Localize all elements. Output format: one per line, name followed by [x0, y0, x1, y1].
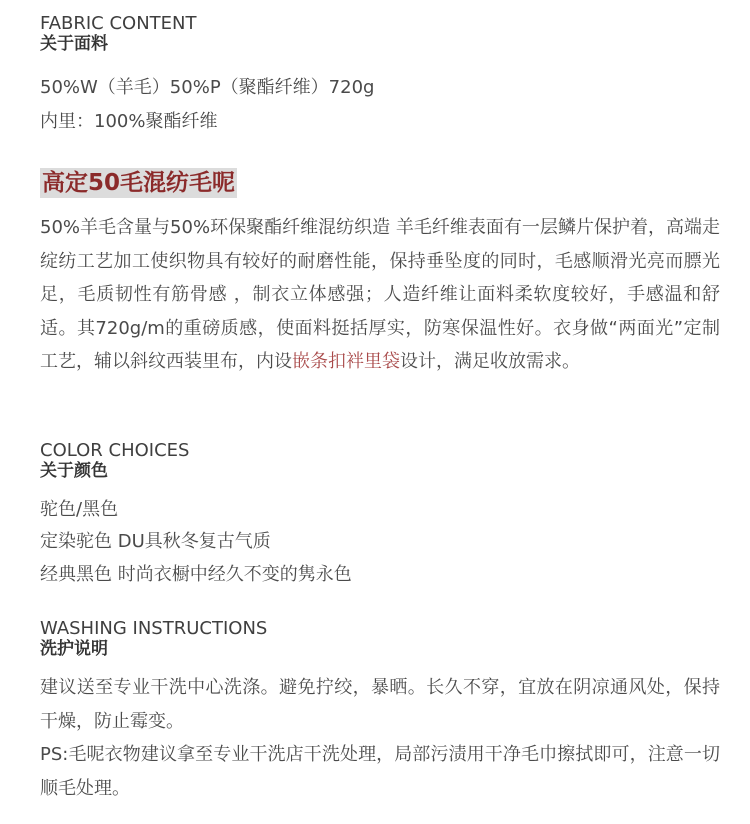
feature-paragraph — [40, 211, 720, 379]
colors-heading-en: COLOR CHOICES — [40, 440, 190, 461]
colors-line-black: 经典黑色 时尚衣橱中经久不变的隽永色 — [40, 564, 352, 585]
washing-heading-en: WASHING INSTRUCTIONS — [40, 618, 268, 639]
washing-section — [40, 619, 720, 660]
colors-heading-zh: 关于颜色 — [40, 461, 108, 481]
feature-title-wrap — [40, 168, 720, 198]
feature-paragraph-text: 50%羊毛含量与50%环保聚酯纤维混纺织造 羊毛纤维表面有一层鳞片保护着，高端走绽纺工艺加工使织物具有较好的耐磨性能，保持垂坠度的同时，毛感顺滑光亮而膘光足，毛质韧性有筋骨感 ，制衣立体感强；人造纤维让面料柔软度较好，手感温和舒适。其720g/m的重磅质感，使面料挺括厚实，防寒保温性好。衣身做“两面光”定制工艺，辅以斜纹西装里布，内设 — [40, 217, 720, 372]
feature-highlight-text: 嵌条扣袢里袋 — [292, 351, 400, 372]
washing-paragraph-1: 建议送至专业干洗中心洗涤。避免拧绞，暴晒。长久不穿，宜放在阴凉通风处，保持干燥，防止霉变。 — [40, 677, 720, 732]
fabric-heading-en: FABRIC CONTENT — [40, 13, 197, 34]
fabric-line-lining: 内里：100%聚酯纤维 — [40, 111, 218, 132]
washing-heading-zh: 洗护说明 — [40, 639, 108, 659]
fabric-line-composition: 50%W（羊毛）50%P（聚酯纤维）720g — [40, 77, 375, 98]
colors-line-camel: 定染驼色 DU具秋冬复古气质 — [40, 531, 271, 552]
feature-paragraph-end: 设计，满足收放需求。 — [400, 351, 580, 372]
feature-title: 高定50毛混纺毛呢 — [42, 170, 236, 196]
washing-paragraph-2: PS:毛呢衣物建议拿至专业干洗店干洗处理，局部污渍用干净毛巾擦拭即可，注意一切顺毛处理。 — [40, 744, 720, 799]
colors-section — [40, 441, 720, 482]
fabric-section — [40, 14, 720, 55]
colors-line-options: 驼色/黑色 — [40, 499, 119, 520]
fabric-heading-zh: 关于面料 — [40, 34, 108, 54]
